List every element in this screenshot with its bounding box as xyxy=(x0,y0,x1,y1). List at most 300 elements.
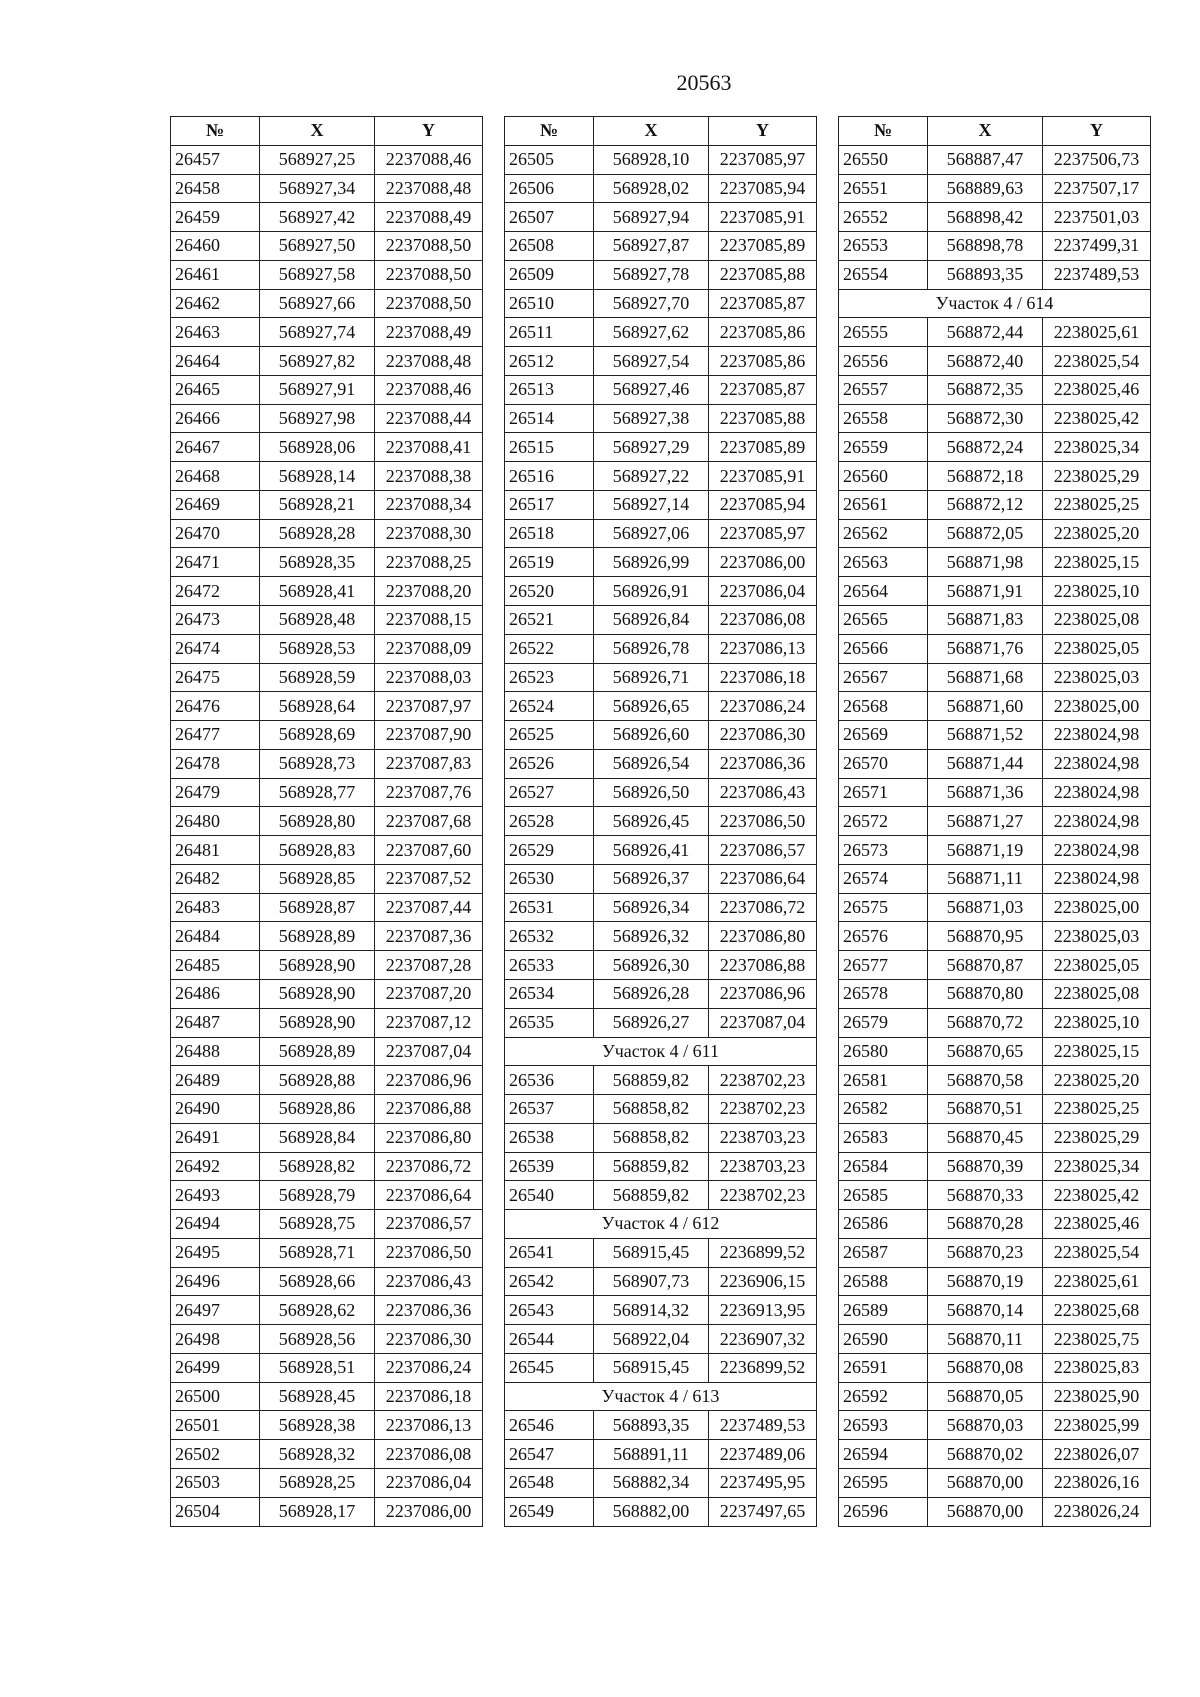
table-row xyxy=(171,548,483,577)
x-coordinate: 568928,41 xyxy=(260,577,375,606)
y-coordinate: 2237088,09 xyxy=(375,634,483,663)
x-coordinate: 568928,75 xyxy=(260,1210,375,1239)
table-row xyxy=(839,634,1151,663)
y-coordinate: 2237085,89 xyxy=(709,232,817,261)
table-row xyxy=(171,606,483,635)
point-number: 26515 xyxy=(505,433,594,462)
point-number: 26558 xyxy=(839,404,928,433)
point-number: 26458 xyxy=(171,174,260,203)
table-row xyxy=(171,1008,483,1037)
table-row xyxy=(171,375,483,404)
table-row xyxy=(839,1037,1151,1066)
y-coordinate: 2238024,98 xyxy=(1043,749,1151,778)
point-number: 26560 xyxy=(839,462,928,491)
table-row xyxy=(839,836,1151,865)
table-row xyxy=(839,1008,1151,1037)
point-number: 26500 xyxy=(171,1382,260,1411)
point-number: 26473 xyxy=(171,606,260,635)
y-coordinate: 2238025,75 xyxy=(1043,1325,1151,1354)
x-coordinate: 568928,79 xyxy=(260,1181,375,1210)
table-row xyxy=(171,174,483,203)
point-number: 26518 xyxy=(505,519,594,548)
x-coordinate: 568871,83 xyxy=(928,606,1043,635)
table-row xyxy=(505,1238,817,1267)
x-coordinate: 568858,82 xyxy=(594,1095,709,1124)
y-coordinate: 2237087,68 xyxy=(375,807,483,836)
x-coordinate: 568927,98 xyxy=(260,404,375,433)
y-coordinate: 2237489,53 xyxy=(1043,260,1151,289)
point-number: 26527 xyxy=(505,778,594,807)
table-row xyxy=(505,1497,817,1526)
table-row xyxy=(839,893,1151,922)
table-row xyxy=(505,692,817,721)
table-row xyxy=(839,1267,1151,1296)
table-row xyxy=(505,1181,817,1210)
table-row xyxy=(839,922,1151,951)
point-number: 26491 xyxy=(171,1123,260,1152)
table-row xyxy=(505,260,817,289)
table-row xyxy=(505,893,817,922)
y-coordinate: 2237087,90 xyxy=(375,721,483,750)
y-coordinate: 2238025,61 xyxy=(1043,318,1151,347)
y-coordinate: 2238702,23 xyxy=(709,1095,817,1124)
x-coordinate: 568872,18 xyxy=(928,462,1043,491)
table-row xyxy=(171,577,483,606)
x-coordinate: 568870,00 xyxy=(928,1497,1043,1526)
y-coordinate: 2237086,24 xyxy=(709,692,817,721)
table-row xyxy=(839,1095,1151,1124)
y-coordinate: 2238026,24 xyxy=(1043,1497,1151,1526)
coordinates-grid xyxy=(838,116,1151,1527)
point-number: 26472 xyxy=(171,577,260,606)
table-row xyxy=(839,490,1151,519)
y-coordinate: 2237085,86 xyxy=(709,347,817,376)
y-coordinate: 2237086,13 xyxy=(709,634,817,663)
table-row xyxy=(505,145,817,174)
y-coordinate: 2236906,15 xyxy=(709,1267,817,1296)
point-number: 26529 xyxy=(505,836,594,865)
y-coordinate: 2237086,00 xyxy=(709,548,817,577)
y-coordinate: 2237086,08 xyxy=(709,606,817,635)
point-number: 26567 xyxy=(839,663,928,692)
y-coordinate: 2237086,80 xyxy=(375,1123,483,1152)
table-row xyxy=(839,864,1151,893)
table-row xyxy=(839,692,1151,721)
point-number: 26530 xyxy=(505,864,594,893)
x-coordinate: 568927,58 xyxy=(260,260,375,289)
header-y: Y xyxy=(1043,117,1151,146)
y-coordinate: 2238025,34 xyxy=(1043,1152,1151,1181)
table-row xyxy=(839,1440,1151,1469)
x-coordinate: 568926,65 xyxy=(594,692,709,721)
y-coordinate: 2237088,30 xyxy=(375,519,483,548)
table-row xyxy=(171,1123,483,1152)
table-row xyxy=(505,836,817,865)
x-coordinate: 568898,42 xyxy=(928,203,1043,232)
y-coordinate: 2237086,80 xyxy=(709,922,817,951)
point-number: 26575 xyxy=(839,893,928,922)
x-coordinate: 568927,66 xyxy=(260,289,375,318)
y-coordinate: 2237085,91 xyxy=(709,203,817,232)
header-num: № xyxy=(505,117,594,146)
y-coordinate: 2237085,88 xyxy=(709,404,817,433)
y-coordinate: 2238025,99 xyxy=(1043,1411,1151,1440)
x-coordinate: 568871,98 xyxy=(928,548,1043,577)
table-row xyxy=(839,1325,1151,1354)
x-coordinate: 568928,21 xyxy=(260,490,375,519)
x-coordinate: 568928,38 xyxy=(260,1411,375,1440)
coordinates-table-2 xyxy=(504,116,817,1527)
x-coordinate: 568928,25 xyxy=(260,1468,375,1497)
coordinates-table-3 xyxy=(838,116,1151,1527)
y-coordinate: 2237088,50 xyxy=(375,260,483,289)
y-coordinate: 2238024,98 xyxy=(1043,778,1151,807)
x-coordinate: 568872,24 xyxy=(928,433,1043,462)
y-coordinate: 2236899,52 xyxy=(709,1353,817,1382)
table-row xyxy=(505,864,817,893)
y-coordinate: 2237088,03 xyxy=(375,663,483,692)
table-row xyxy=(839,1210,1151,1239)
y-coordinate: 2237087,20 xyxy=(375,979,483,1008)
point-number: 26468 xyxy=(171,462,260,491)
y-coordinate: 2238025,15 xyxy=(1043,548,1151,577)
table-row xyxy=(505,634,817,663)
point-number: 26482 xyxy=(171,864,260,893)
point-number: 26520 xyxy=(505,577,594,606)
table-row xyxy=(839,347,1151,376)
table-row xyxy=(839,375,1151,404)
point-number: 26496 xyxy=(171,1267,260,1296)
table-row xyxy=(839,174,1151,203)
y-coordinate: 2238026,07 xyxy=(1043,1440,1151,1469)
table-row xyxy=(171,1152,483,1181)
table-row xyxy=(171,232,483,261)
point-number: 26489 xyxy=(171,1066,260,1095)
x-coordinate: 568858,82 xyxy=(594,1123,709,1152)
point-number: 26475 xyxy=(171,663,260,692)
y-coordinate: 2237086,30 xyxy=(709,721,817,750)
y-coordinate: 2238025,83 xyxy=(1043,1353,1151,1382)
table-row xyxy=(171,203,483,232)
point-number: 26538 xyxy=(505,1123,594,1152)
y-coordinate: 2237085,89 xyxy=(709,433,817,462)
point-number: 26508 xyxy=(505,232,594,261)
x-coordinate: 568926,99 xyxy=(594,548,709,577)
table-row xyxy=(839,232,1151,261)
table-row xyxy=(839,577,1151,606)
y-coordinate: 2238703,23 xyxy=(709,1123,817,1152)
point-number: 26562 xyxy=(839,519,928,548)
x-coordinate: 568927,06 xyxy=(594,519,709,548)
x-coordinate: 568915,45 xyxy=(594,1353,709,1382)
x-coordinate: 568872,12 xyxy=(928,490,1043,519)
table-row xyxy=(171,1296,483,1325)
x-coordinate: 568926,60 xyxy=(594,721,709,750)
x-coordinate: 568871,03 xyxy=(928,893,1043,922)
x-coordinate: 568870,14 xyxy=(928,1296,1043,1325)
point-number: 26523 xyxy=(505,663,594,692)
y-coordinate: 2237087,04 xyxy=(709,1008,817,1037)
x-coordinate: 568870,11 xyxy=(928,1325,1043,1354)
point-number: 26581 xyxy=(839,1066,928,1095)
x-coordinate: 568926,28 xyxy=(594,979,709,1008)
y-coordinate: 2237088,48 xyxy=(375,174,483,203)
point-number: 26485 xyxy=(171,951,260,980)
y-coordinate: 2238025,46 xyxy=(1043,375,1151,404)
x-coordinate: 568870,51 xyxy=(928,1095,1043,1124)
y-coordinate: 2237085,97 xyxy=(709,145,817,174)
y-coordinate: 2238025,29 xyxy=(1043,462,1151,491)
y-coordinate: 2238702,23 xyxy=(709,1181,817,1210)
x-coordinate: 568927,74 xyxy=(260,318,375,347)
x-coordinate: 568928,53 xyxy=(260,634,375,663)
x-coordinate: 568928,85 xyxy=(260,864,375,893)
x-coordinate: 568859,82 xyxy=(594,1152,709,1181)
table-row xyxy=(171,663,483,692)
y-coordinate: 2238025,29 xyxy=(1043,1123,1151,1152)
table-row xyxy=(505,433,817,462)
table-row xyxy=(171,807,483,836)
x-coordinate: 568870,58 xyxy=(928,1066,1043,1095)
x-coordinate: 568870,80 xyxy=(928,979,1043,1008)
point-number: 26511 xyxy=(505,318,594,347)
point-number: 26570 xyxy=(839,749,928,778)
table-row xyxy=(505,174,817,203)
point-number: 26593 xyxy=(839,1411,928,1440)
y-coordinate: 2237086,96 xyxy=(709,979,817,1008)
x-coordinate: 568927,94 xyxy=(594,203,709,232)
x-coordinate: 568927,14 xyxy=(594,490,709,519)
point-number: 26463 xyxy=(171,318,260,347)
table-row xyxy=(171,289,483,318)
table-row xyxy=(505,404,817,433)
table-row xyxy=(839,979,1151,1008)
x-coordinate: 568893,35 xyxy=(928,260,1043,289)
x-coordinate: 568871,27 xyxy=(928,807,1043,836)
x-coordinate: 568915,45 xyxy=(594,1238,709,1267)
y-coordinate: 2237086,64 xyxy=(375,1181,483,1210)
point-number: 26561 xyxy=(839,490,928,519)
point-number: 26477 xyxy=(171,721,260,750)
point-number: 26551 xyxy=(839,174,928,203)
y-coordinate: 2238025,05 xyxy=(1043,951,1151,980)
table-row xyxy=(505,807,817,836)
table-row xyxy=(839,519,1151,548)
y-coordinate: 2237086,96 xyxy=(375,1066,483,1095)
point-number: 26465 xyxy=(171,375,260,404)
x-coordinate: 568926,78 xyxy=(594,634,709,663)
table-row xyxy=(839,807,1151,836)
y-coordinate: 2237086,08 xyxy=(375,1440,483,1469)
header-num: № xyxy=(171,117,260,146)
x-coordinate: 568871,91 xyxy=(928,577,1043,606)
point-number: 26469 xyxy=(171,490,260,519)
table-row xyxy=(505,1123,817,1152)
x-coordinate: 568926,91 xyxy=(594,577,709,606)
x-coordinate: 568870,19 xyxy=(928,1267,1043,1296)
y-coordinate: 2238025,25 xyxy=(1043,1095,1151,1124)
table-row xyxy=(839,1411,1151,1440)
y-coordinate: 2237087,83 xyxy=(375,749,483,778)
y-coordinate: 2237085,87 xyxy=(709,289,817,318)
point-number: 26547 xyxy=(505,1440,594,1469)
x-coordinate: 568914,32 xyxy=(594,1296,709,1325)
table-row xyxy=(171,864,483,893)
x-coordinate: 568870,33 xyxy=(928,1181,1043,1210)
point-number: 26516 xyxy=(505,462,594,491)
x-coordinate: 568872,35 xyxy=(928,375,1043,404)
header-num: № xyxy=(839,117,928,146)
y-coordinate: 2237085,87 xyxy=(709,375,817,404)
point-number: 26499 xyxy=(171,1353,260,1382)
point-number: 26460 xyxy=(171,232,260,261)
point-number: 26588 xyxy=(839,1267,928,1296)
point-number: 26502 xyxy=(171,1440,260,1469)
table-row xyxy=(505,1440,817,1469)
header-y: Y xyxy=(375,117,483,146)
point-number: 26512 xyxy=(505,347,594,376)
table-row xyxy=(171,260,483,289)
point-number: 26519 xyxy=(505,548,594,577)
table-row xyxy=(505,490,817,519)
x-coordinate: 568870,00 xyxy=(928,1468,1043,1497)
point-number: 26595 xyxy=(839,1468,928,1497)
point-number: 26495 xyxy=(171,1238,260,1267)
point-number: 26583 xyxy=(839,1123,928,1152)
point-number: 26517 xyxy=(505,490,594,519)
y-coordinate: 2238025,08 xyxy=(1043,979,1151,1008)
table-row xyxy=(505,979,817,1008)
header-row xyxy=(171,117,483,146)
y-coordinate: 2238024,98 xyxy=(1043,721,1151,750)
table-row xyxy=(839,749,1151,778)
x-coordinate: 568928,35 xyxy=(260,548,375,577)
point-number: 26498 xyxy=(171,1325,260,1354)
x-coordinate: 568928,71 xyxy=(260,1238,375,1267)
point-number: 26542 xyxy=(505,1267,594,1296)
header-row xyxy=(839,117,1151,146)
y-coordinate: 2237086,72 xyxy=(375,1152,483,1181)
table-row xyxy=(839,404,1151,433)
x-coordinate: 568928,86 xyxy=(260,1095,375,1124)
table-row xyxy=(505,318,817,347)
table-row xyxy=(171,145,483,174)
point-number: 26534 xyxy=(505,979,594,1008)
table-row xyxy=(171,1468,483,1497)
y-coordinate: 2238025,25 xyxy=(1043,490,1151,519)
point-number: 26501 xyxy=(171,1411,260,1440)
point-number: 26592 xyxy=(839,1382,928,1411)
y-coordinate: 2238024,98 xyxy=(1043,864,1151,893)
table-row xyxy=(839,145,1151,174)
x-coordinate: 568926,32 xyxy=(594,922,709,951)
y-coordinate: 2237088,46 xyxy=(375,145,483,174)
y-coordinate: 2237489,53 xyxy=(709,1411,817,1440)
point-number: 26576 xyxy=(839,922,928,951)
y-coordinate: 2236913,95 xyxy=(709,1296,817,1325)
y-coordinate: 2238025,54 xyxy=(1043,347,1151,376)
point-number: 26549 xyxy=(505,1497,594,1526)
point-number: 26490 xyxy=(171,1095,260,1124)
x-coordinate: 568887,47 xyxy=(928,145,1043,174)
y-coordinate: 2238025,54 xyxy=(1043,1238,1151,1267)
page-number: 20563 xyxy=(676,70,732,95)
y-coordinate: 2237087,52 xyxy=(375,864,483,893)
point-number: 26586 xyxy=(839,1210,928,1239)
table-row xyxy=(505,606,817,635)
point-number: 26590 xyxy=(839,1325,928,1354)
y-coordinate: 2237086,88 xyxy=(375,1095,483,1124)
x-coordinate: 568871,44 xyxy=(928,749,1043,778)
table-row xyxy=(505,548,817,577)
section-row xyxy=(505,1037,817,1066)
x-coordinate: 568928,51 xyxy=(260,1353,375,1382)
point-number: 26513 xyxy=(505,375,594,404)
x-coordinate: 568871,36 xyxy=(928,778,1043,807)
y-coordinate: 2238025,46 xyxy=(1043,1210,1151,1239)
point-number: 26467 xyxy=(171,433,260,462)
point-number: 26480 xyxy=(171,807,260,836)
table-row xyxy=(171,634,483,663)
x-coordinate: 568882,00 xyxy=(594,1497,709,1526)
point-number: 26573 xyxy=(839,836,928,865)
x-coordinate: 568926,30 xyxy=(594,951,709,980)
table-row xyxy=(839,778,1151,807)
table-row xyxy=(839,1181,1151,1210)
y-coordinate: 2237086,36 xyxy=(375,1296,483,1325)
y-coordinate: 2238025,68 xyxy=(1043,1296,1151,1325)
point-number: 26564 xyxy=(839,577,928,606)
point-number: 26514 xyxy=(505,404,594,433)
table-row xyxy=(839,1066,1151,1095)
x-coordinate: 568872,05 xyxy=(928,519,1043,548)
y-coordinate: 2237086,00 xyxy=(375,1497,483,1526)
y-coordinate: 2237088,15 xyxy=(375,606,483,635)
y-coordinate: 2237088,34 xyxy=(375,490,483,519)
point-number: 26525 xyxy=(505,721,594,750)
x-coordinate: 568871,60 xyxy=(928,692,1043,721)
x-coordinate: 568870,28 xyxy=(928,1210,1043,1239)
x-coordinate: 568922,04 xyxy=(594,1325,709,1354)
y-coordinate: 2238025,08 xyxy=(1043,606,1151,635)
point-number: 26494 xyxy=(171,1210,260,1239)
point-number: 26585 xyxy=(839,1181,928,1210)
x-coordinate: 568872,44 xyxy=(928,318,1043,347)
x-coordinate: 568927,78 xyxy=(594,260,709,289)
table-row xyxy=(171,778,483,807)
y-coordinate: 2237087,04 xyxy=(375,1037,483,1066)
x-coordinate: 568926,41 xyxy=(594,836,709,865)
x-coordinate: 568927,91 xyxy=(260,375,375,404)
x-coordinate: 568926,54 xyxy=(594,749,709,778)
y-coordinate: 2238025,10 xyxy=(1043,577,1151,606)
x-coordinate: 568859,82 xyxy=(594,1181,709,1210)
point-number: 26559 xyxy=(839,433,928,462)
table-row xyxy=(839,1497,1151,1526)
x-coordinate: 568928,89 xyxy=(260,922,375,951)
point-number: 26505 xyxy=(505,145,594,174)
table-row xyxy=(505,1296,817,1325)
table-row xyxy=(839,606,1151,635)
y-coordinate: 2237086,30 xyxy=(375,1325,483,1354)
point-number: 26537 xyxy=(505,1095,594,1124)
x-coordinate: 568871,76 xyxy=(928,634,1043,663)
point-number: 26521 xyxy=(505,606,594,635)
table-row xyxy=(505,1095,817,1124)
x-coordinate: 568928,89 xyxy=(260,1037,375,1066)
header-x: X xyxy=(594,117,709,146)
x-coordinate: 568927,34 xyxy=(260,174,375,203)
